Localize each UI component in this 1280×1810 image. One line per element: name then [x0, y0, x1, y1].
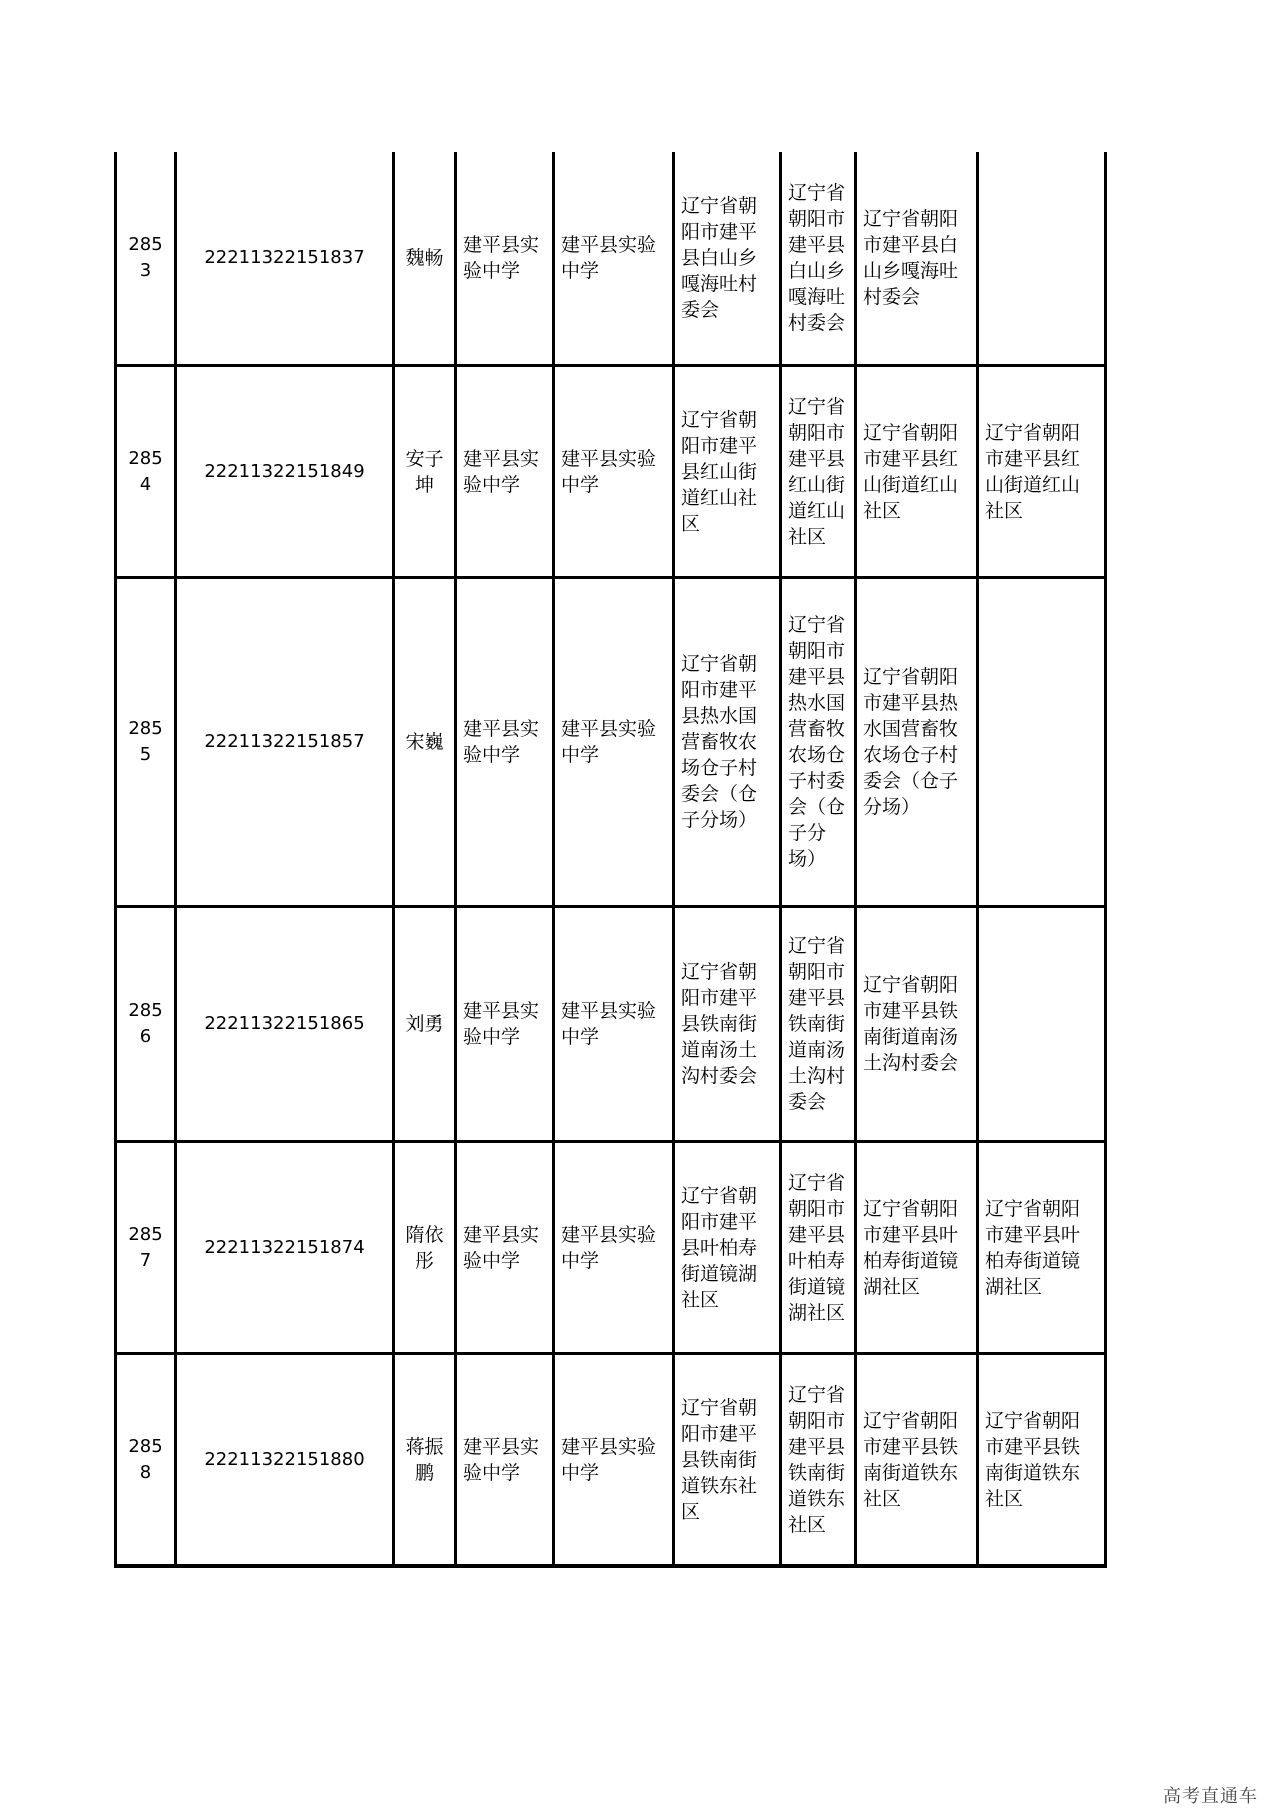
seq-cell: 2853 [116, 152, 176, 366]
address-cell-4: 辽宁省朝阳市建平县叶柏寿街道镜湖社区 [978, 1142, 1106, 1354]
address-cell-4 [978, 907, 1106, 1142]
address-cell-1: 辽宁省朝阳市建平县铁南街道铁东社区 [674, 1354, 781, 1567]
address-cell-2: 辽宁省朝阳市建平县铁南街道南汤土沟村委会 [781, 907, 856, 1142]
address-cell-2: 辽宁省朝阳市建平县叶柏寿街道镜湖社区 [781, 1142, 856, 1354]
watermark-text: 高考直通车 [1163, 1786, 1258, 1807]
address-cell-1: 辽宁省朝阳市建平县叶柏寿街道镜湖社区 [674, 1142, 781, 1354]
table-row [116, 152, 1106, 366]
name-cell: 宋巍 [394, 578, 456, 907]
seq-cell: 2857 [116, 1142, 176, 1354]
name-cell: 魏畅 [394, 152, 456, 366]
address-cell-3: 辽宁省朝阳市建平县铁南街道南汤土沟村委会 [856, 907, 978, 1142]
school-cell: 建平县实验中学 [456, 1354, 554, 1567]
seq-cell: 2856 [116, 907, 176, 1142]
name-cell: 安子坤 [394, 366, 456, 578]
address-cell-3: 辽宁省朝阳市建平县白山乡嘎海吐村委会 [856, 152, 978, 366]
address-cell-1: 辽宁省朝阳市建平县白山乡嘎海吐村委会 [674, 152, 781, 366]
unit-cell: 建平县实验中学 [554, 578, 674, 907]
address-cell-3: 辽宁省朝阳市建平县热水国营畜牧农场仓子村委会（仓子分场） [856, 578, 978, 907]
address-cell-2: 辽宁省朝阳市建平县热水国营畜牧农场仓子村委会（仓子分场） [781, 578, 856, 907]
name-cell: 蒋振鹏 [394, 1354, 456, 1567]
address-cell-1: 辽宁省朝阳市建平县红山街道红山社区 [674, 366, 781, 578]
exam-id-cell: 22211322151865 [176, 907, 394, 1142]
school-cell: 建平县实验中学 [456, 1142, 554, 1354]
unit-cell: 建平县实验中学 [554, 1354, 674, 1567]
exam-id-cell: 22211322151857 [176, 578, 394, 907]
exam-id-cell: 22211322151880 [176, 1354, 394, 1567]
exam-id-cell: 22211322151837 [176, 152, 394, 366]
seq-cell: 2854 [116, 366, 176, 578]
address-cell-4 [978, 578, 1106, 907]
exam-id-cell: 22211322151874 [176, 1142, 394, 1354]
address-cell-4: 辽宁省朝阳市建平县铁南街道铁东社区 [978, 1354, 1106, 1567]
school-cell: 建平县实验中学 [456, 366, 554, 578]
table-row [116, 578, 1106, 907]
unit-cell: 建平县实验中学 [554, 907, 674, 1142]
seq-cell: 2855 [116, 578, 176, 907]
address-cell-1: 辽宁省朝阳市建平县铁南街道南汤土沟村委会 [674, 907, 781, 1142]
name-cell: 隋依彤 [394, 1142, 456, 1354]
address-cell-2: 辽宁省朝阳市建平县铁南街道铁东社区 [781, 1354, 856, 1567]
address-cell-4 [978, 152, 1106, 366]
table-row [116, 366, 1106, 578]
name-cell: 刘勇 [394, 907, 456, 1142]
unit-cell: 建平县实验中学 [554, 1142, 674, 1354]
table-row [116, 1142, 1106, 1354]
address-cell-4: 辽宁省朝阳市建平县红山街道红山社区 [978, 366, 1106, 578]
school-cell: 建平县实验中学 [456, 907, 554, 1142]
school-cell: 建平县实验中学 [456, 152, 554, 366]
unit-cell: 建平县实验中学 [554, 152, 674, 366]
address-cell-3: 辽宁省朝阳市建平县叶柏寿街道镜湖社区 [856, 1142, 978, 1354]
table-row [116, 907, 1106, 1142]
student-table [114, 152, 1107, 1568]
exam-id-cell: 22211322151849 [176, 366, 394, 578]
address-cell-3: 辽宁省朝阳市建平县铁南街道铁东社区 [856, 1354, 978, 1567]
address-cell-2: 辽宁省朝阳市建平县红山街道红山社区 [781, 366, 856, 578]
table-row [116, 1354, 1106, 1567]
unit-cell: 建平县实验中学 [554, 366, 674, 578]
address-cell-2: 辽宁省朝阳市建平县白山乡嘎海吐村委会 [781, 152, 856, 366]
school-cell: 建平县实验中学 [456, 578, 554, 907]
seq-cell: 2858 [116, 1354, 176, 1567]
address-cell-1: 辽宁省朝阳市建平县热水国营畜牧农场仓子村委会（仓子分场） [674, 578, 781, 907]
address-cell-3: 辽宁省朝阳市建平县红山街道红山社区 [856, 366, 978, 578]
